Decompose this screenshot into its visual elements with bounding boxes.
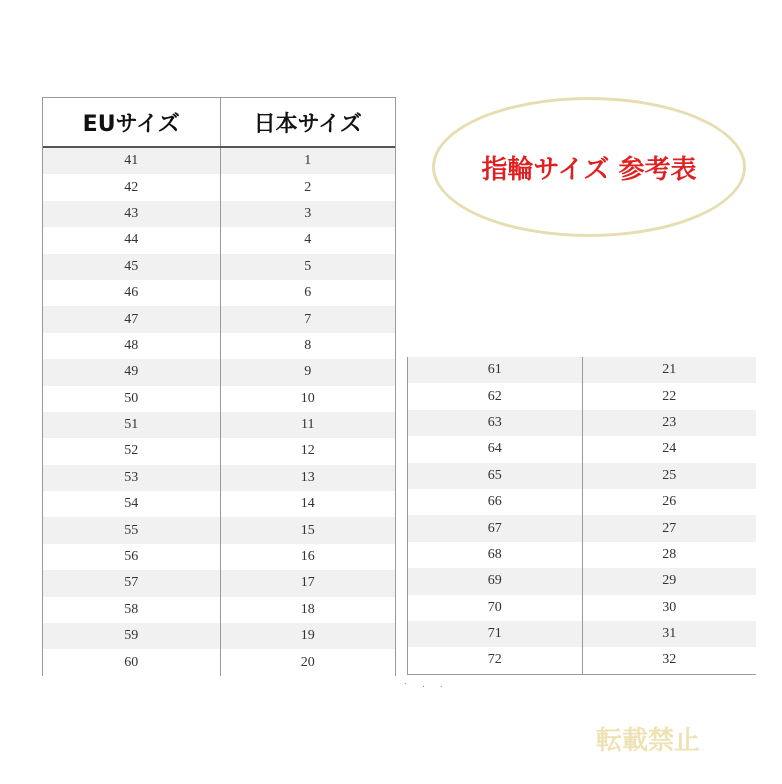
- table-row: [408, 489, 756, 515]
- table-row: [43, 570, 395, 596]
- japan-size-cell: 25: [662, 467, 677, 483]
- table-row: [43, 649, 395, 675]
- eu-size-cell: 66: [408, 489, 583, 515]
- table-row: [43, 227, 395, 253]
- table-row: [408, 383, 756, 409]
- table-row: [408, 568, 756, 594]
- japan-size-cell: 11: [301, 417, 315, 433]
- japan-size-cell: 14: [300, 496, 315, 512]
- table-row: [43, 597, 395, 623]
- eu-size-cell: 62: [408, 383, 583, 409]
- eu-size-cell: 72: [408, 647, 583, 673]
- eu-size-cell: 60: [43, 649, 221, 675]
- eu-size-cell: 70: [408, 595, 583, 621]
- japan-size-cell: 10: [300, 390, 315, 406]
- eu-size-cell: 41: [43, 148, 221, 174]
- eu-size-cell: 48: [43, 333, 221, 359]
- japan-size-cell: 24: [662, 441, 677, 457]
- eu-size-cell: 69: [408, 568, 583, 594]
- watermark-text: 転載禁止: [596, 726, 701, 756]
- eu-size-cell: 55: [43, 517, 221, 543]
- eu-size-cell: 43: [43, 201, 221, 227]
- table-row: [408, 542, 756, 568]
- eu-size-cell: 71: [408, 621, 583, 647]
- eu-size-cell: 68: [408, 542, 583, 568]
- table-row: [43, 517, 395, 543]
- japan-size-cell: 30: [662, 599, 677, 615]
- japan-size-cell: 18: [300, 601, 315, 617]
- japan-size-cell: 23: [662, 414, 677, 430]
- japan-size-cell: 32: [662, 652, 677, 668]
- title-oval: [432, 97, 746, 237]
- eu-size-cell: 58: [43, 597, 221, 623]
- table-row: [43, 280, 395, 306]
- size-table-left: [42, 97, 396, 676]
- japan-size-cell: 22: [662, 388, 677, 404]
- japan-size-cell: 3: [304, 205, 312, 221]
- table-row: [43, 201, 395, 227]
- eu-size-cell: 67: [408, 515, 583, 541]
- japan-size-cell: 27: [662, 520, 677, 536]
- japan-size-cell: 20: [300, 654, 315, 670]
- japan-size-cell: 15: [300, 522, 315, 538]
- eu-size-cell: 45: [43, 254, 221, 280]
- japan-size-cell: 9: [304, 364, 312, 380]
- table-row: [43, 412, 395, 438]
- japan-size-cell: 17: [300, 575, 315, 591]
- table-row: [408, 357, 756, 383]
- table-row: [408, 621, 756, 647]
- table-row: [43, 333, 395, 359]
- table-row: [408, 410, 756, 436]
- table-header: [43, 98, 395, 148]
- japan-size-cell: 12: [300, 443, 315, 459]
- eu-size-cell: 49: [43, 359, 221, 385]
- table-row: [43, 359, 395, 385]
- eu-size-cell: 42: [43, 174, 221, 200]
- eu-size-cell: 51: [43, 412, 221, 438]
- table-body: [43, 148, 395, 676]
- eu-size-cell: 56: [43, 544, 221, 570]
- japan-size-cell: 29: [662, 573, 677, 589]
- eu-size-cell: 46: [43, 280, 221, 306]
- japan-size-cell: 7: [304, 311, 312, 327]
- eu-size-cell: 57: [43, 570, 221, 596]
- header-eu-size: EUサイズ: [43, 98, 221, 146]
- eu-size-cell: 65: [408, 463, 583, 489]
- table-row: [43, 306, 395, 332]
- table-row: [408, 463, 756, 489]
- japan-size-cell: 1: [304, 153, 312, 169]
- eu-size-cell: 50: [43, 386, 221, 412]
- size-table-right: [407, 357, 756, 675]
- table-row: [43, 148, 395, 174]
- eu-size-cell: 54: [43, 491, 221, 517]
- stray-marks: ˙ · ·: [404, 682, 449, 693]
- japan-size-cell: 5: [304, 258, 312, 274]
- table-row: [408, 515, 756, 541]
- japan-size-cell: 8: [304, 337, 312, 353]
- japan-size-cell: 16: [300, 549, 315, 565]
- table-row: [408, 436, 756, 462]
- table-row: [43, 438, 395, 464]
- japan-size-cell: 26: [662, 494, 677, 510]
- japan-size-cell: 28: [662, 546, 677, 562]
- japan-size-cell: 21: [662, 362, 677, 378]
- eu-size-cell: 44: [43, 227, 221, 253]
- japan-size-cell: 2: [304, 179, 312, 195]
- eu-size-cell: 64: [408, 436, 583, 462]
- table-row: [408, 595, 756, 621]
- japan-size-cell: 19: [300, 628, 315, 644]
- table-row: [43, 623, 395, 649]
- table-row: [43, 465, 395, 491]
- eu-size-cell: 47: [43, 306, 221, 332]
- eu-size-cell: 61: [408, 357, 583, 383]
- eu-size-cell: 53: [43, 465, 221, 491]
- japan-size-cell: 31: [662, 626, 677, 642]
- table-row: [43, 386, 395, 412]
- eu-size-cell: 63: [408, 410, 583, 436]
- table-row: [408, 647, 756, 673]
- table-body: [408, 357, 756, 674]
- eu-size-cell: 52: [43, 438, 221, 464]
- table-row: [43, 491, 395, 517]
- japan-size-cell: 6: [304, 285, 312, 301]
- header-japan-size: 日本サイズ: [253, 111, 362, 137]
- japan-size-cell: 4: [304, 232, 312, 248]
- table-row: [43, 544, 395, 570]
- page-title: 指輪サイズ 参考表: [481, 154, 697, 185]
- japan-size-cell: 13: [300, 469, 315, 485]
- table-row: [43, 254, 395, 280]
- table-row: [43, 174, 395, 200]
- eu-size-cell: 59: [43, 623, 221, 649]
